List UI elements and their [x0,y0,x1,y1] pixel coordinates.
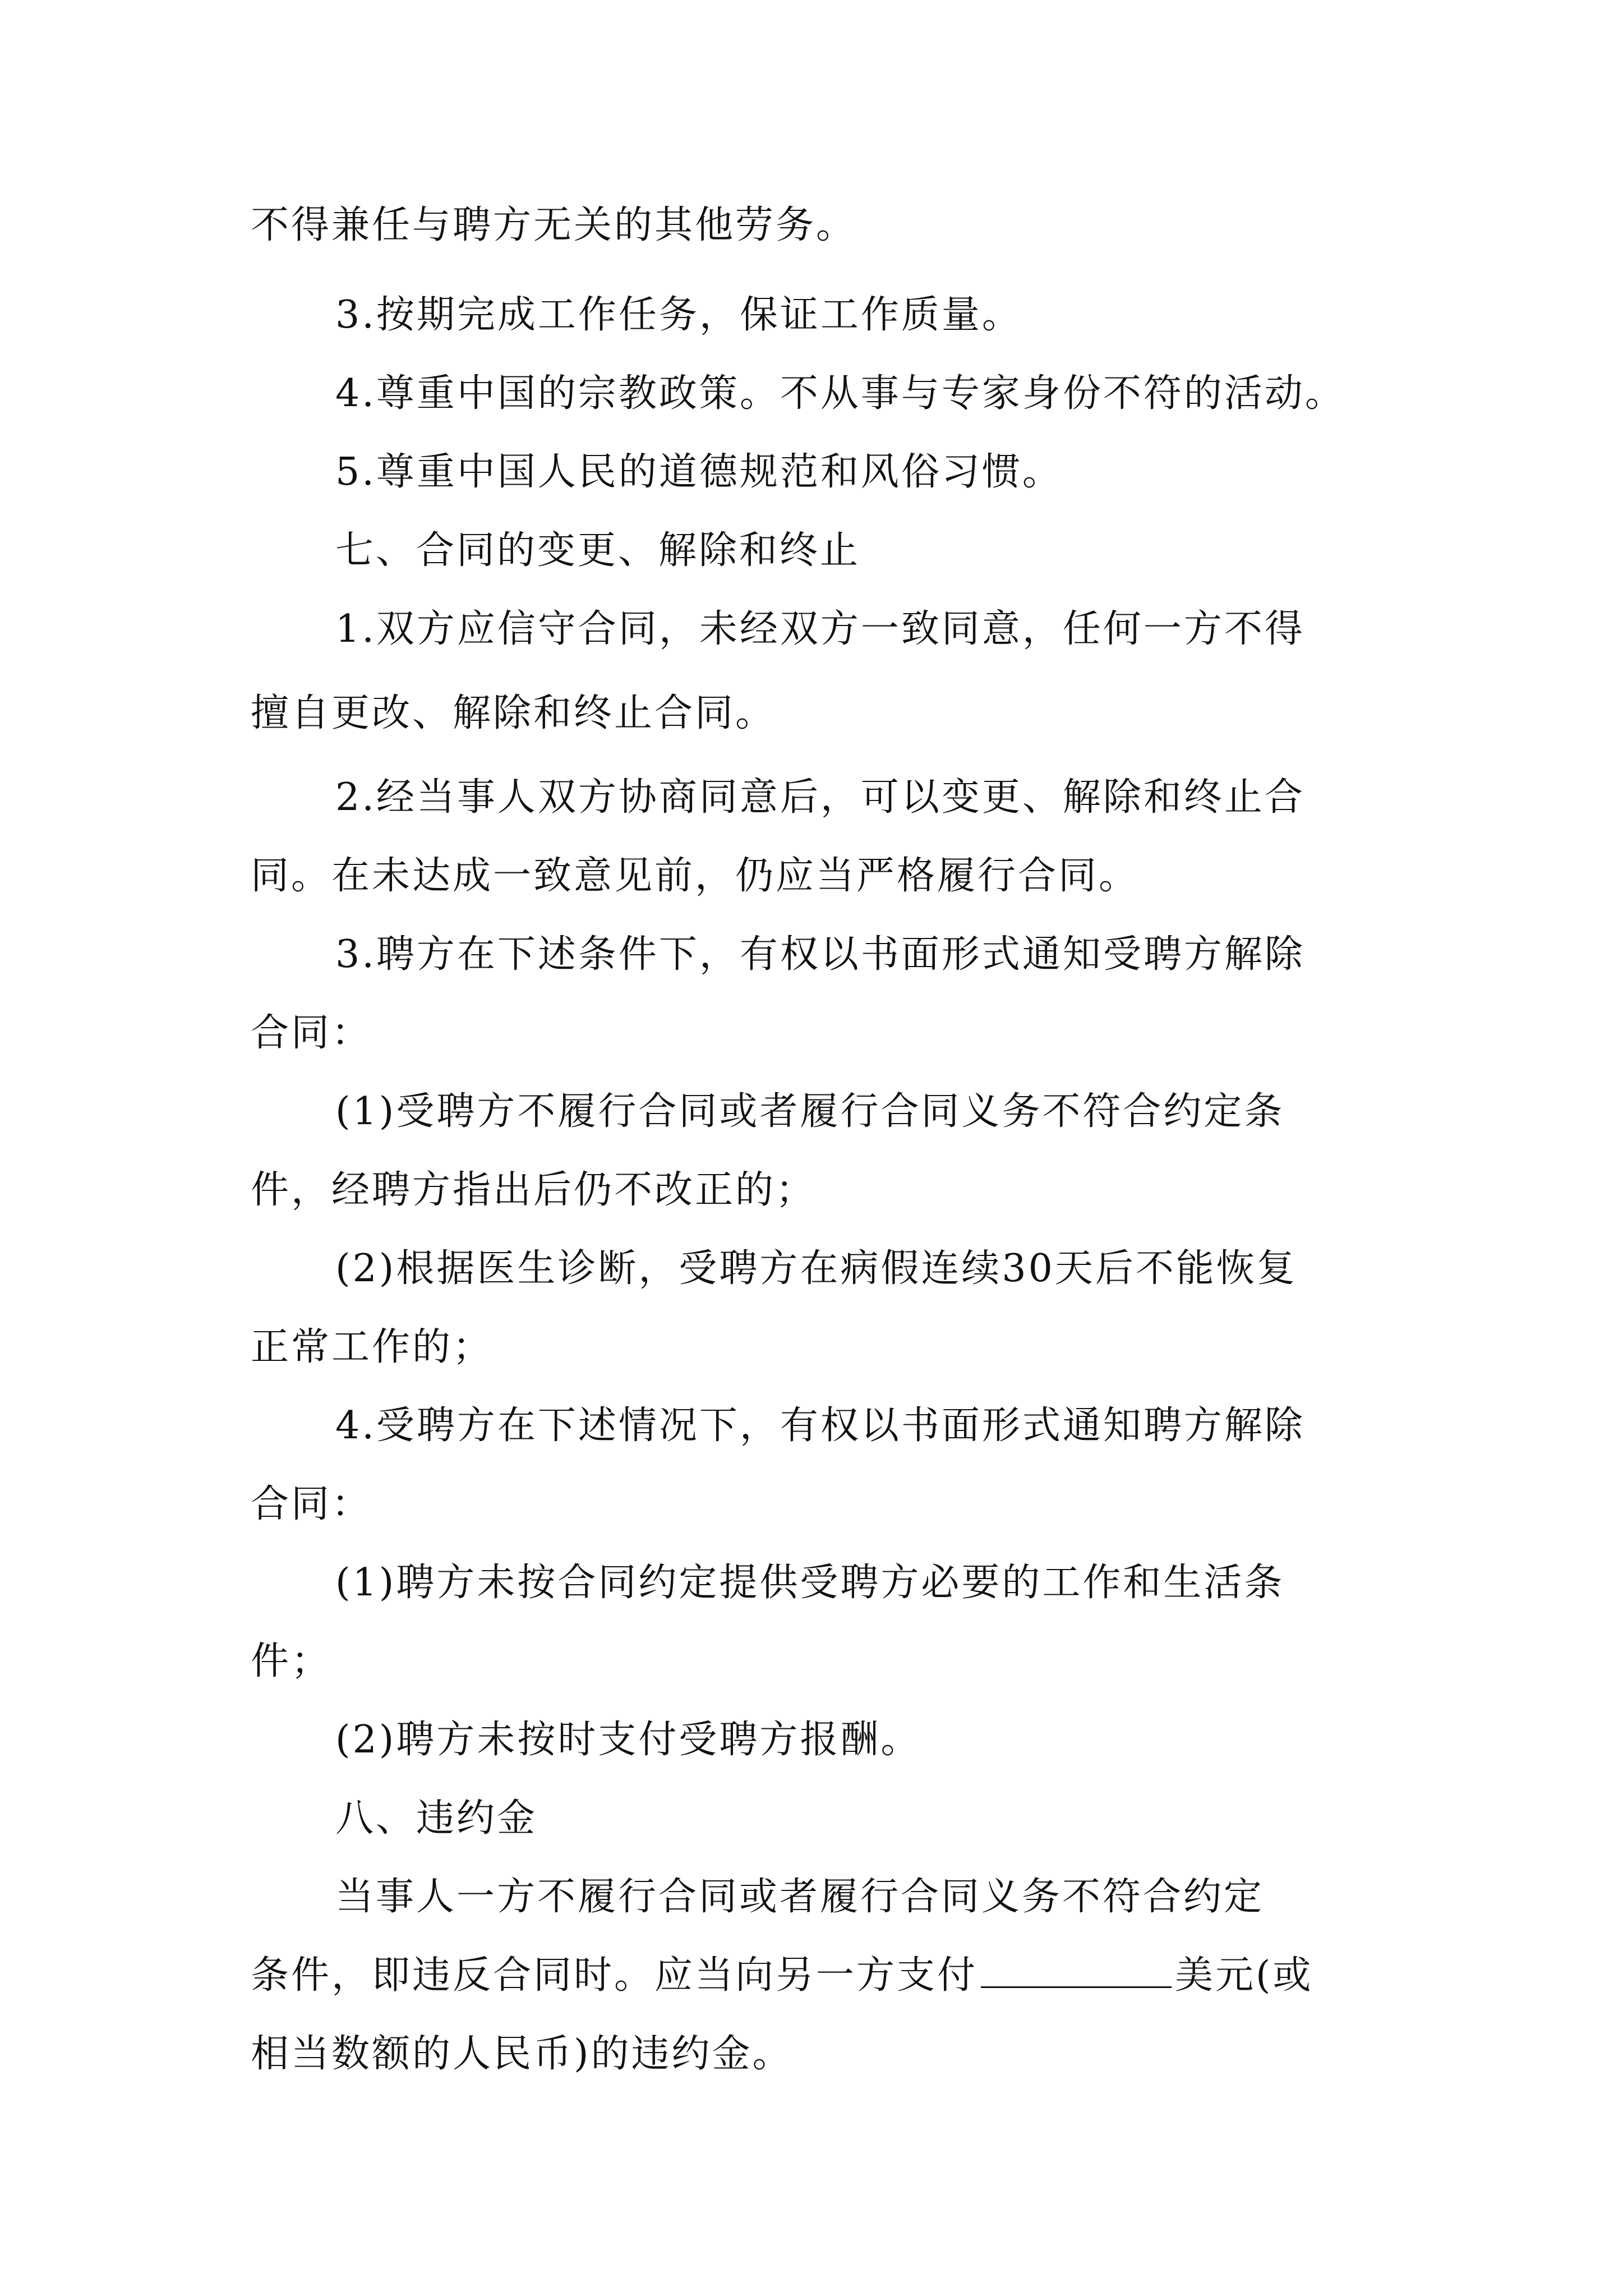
text-line: 擅自更改、解除和终止合同。 [251,691,776,735]
text-line: 件； [251,1639,332,1683]
text-line: (2)根据医生诊断，受聘方在病假连续30天后不能恢复 [335,1246,1297,1291]
text-line: 3.按期完成工作任务，保证工作质量。 [335,293,1022,337]
text-line: (1)聘方未按合同约定提供受聘方必要的工作和生活条 [335,1561,1285,1605]
text-line: 不得兼任与聘方无关的其他劳务。 [251,203,857,247]
text-line: 正常工作的； [251,1325,494,1369]
amount-blank[interactable] [981,1953,1172,1988]
text-line: 4.尊重中国的宗教政策。不从事与专家身份不符的活动。 [335,371,1345,416]
text-line: (1)受聘方不履行合同或者履行合同义务不符合约定条 [335,1089,1285,1134]
text-line: 合同： [251,1011,372,1055]
penalty-text-after: 美元(或 [1175,1953,1313,1998]
text-line: 当事人一方不履行合同或者履行合同义务不符合约定 [335,1875,1265,1919]
text-line: 相当数额的人民币)的违约金。 [251,2032,793,2076]
text-line: (2)聘方未按时支付受聘方报酬。 [335,1718,921,1762]
text-line: 件，经聘方指出后仍不改正的； [251,1168,817,1212]
section-heading-7: 七、合同的变更、解除和终止 [335,528,861,573]
text-line: 4.受聘方在下述情况下，有权以书面形式通知聘方解除 [335,1404,1305,1448]
penalty-line [251,1948,1313,2004]
text-line: 2.经当事人双方协商同意后，可以变更、解除和终止合 [335,775,1305,820]
penalty-text-before: 条件，即违反合同时。应当向另一方支付 [251,1953,978,1998]
text-line: 3.聘方在下述条件下，有权以书面形式通知受聘方解除 [335,932,1305,977]
text-line: 同。在未达成一致意见前，仍应当严格履行合同。 [251,854,1140,898]
section-heading-8: 八、违约金 [335,1796,538,1841]
text-line: 5.尊重中国人民的道德规范和风俗习惯。 [335,450,1063,494]
text-line: 1.双方应信守合同，未经双方一致同意，任何一方不得 [335,607,1305,651]
text-line: 合同： [251,1482,372,1526]
